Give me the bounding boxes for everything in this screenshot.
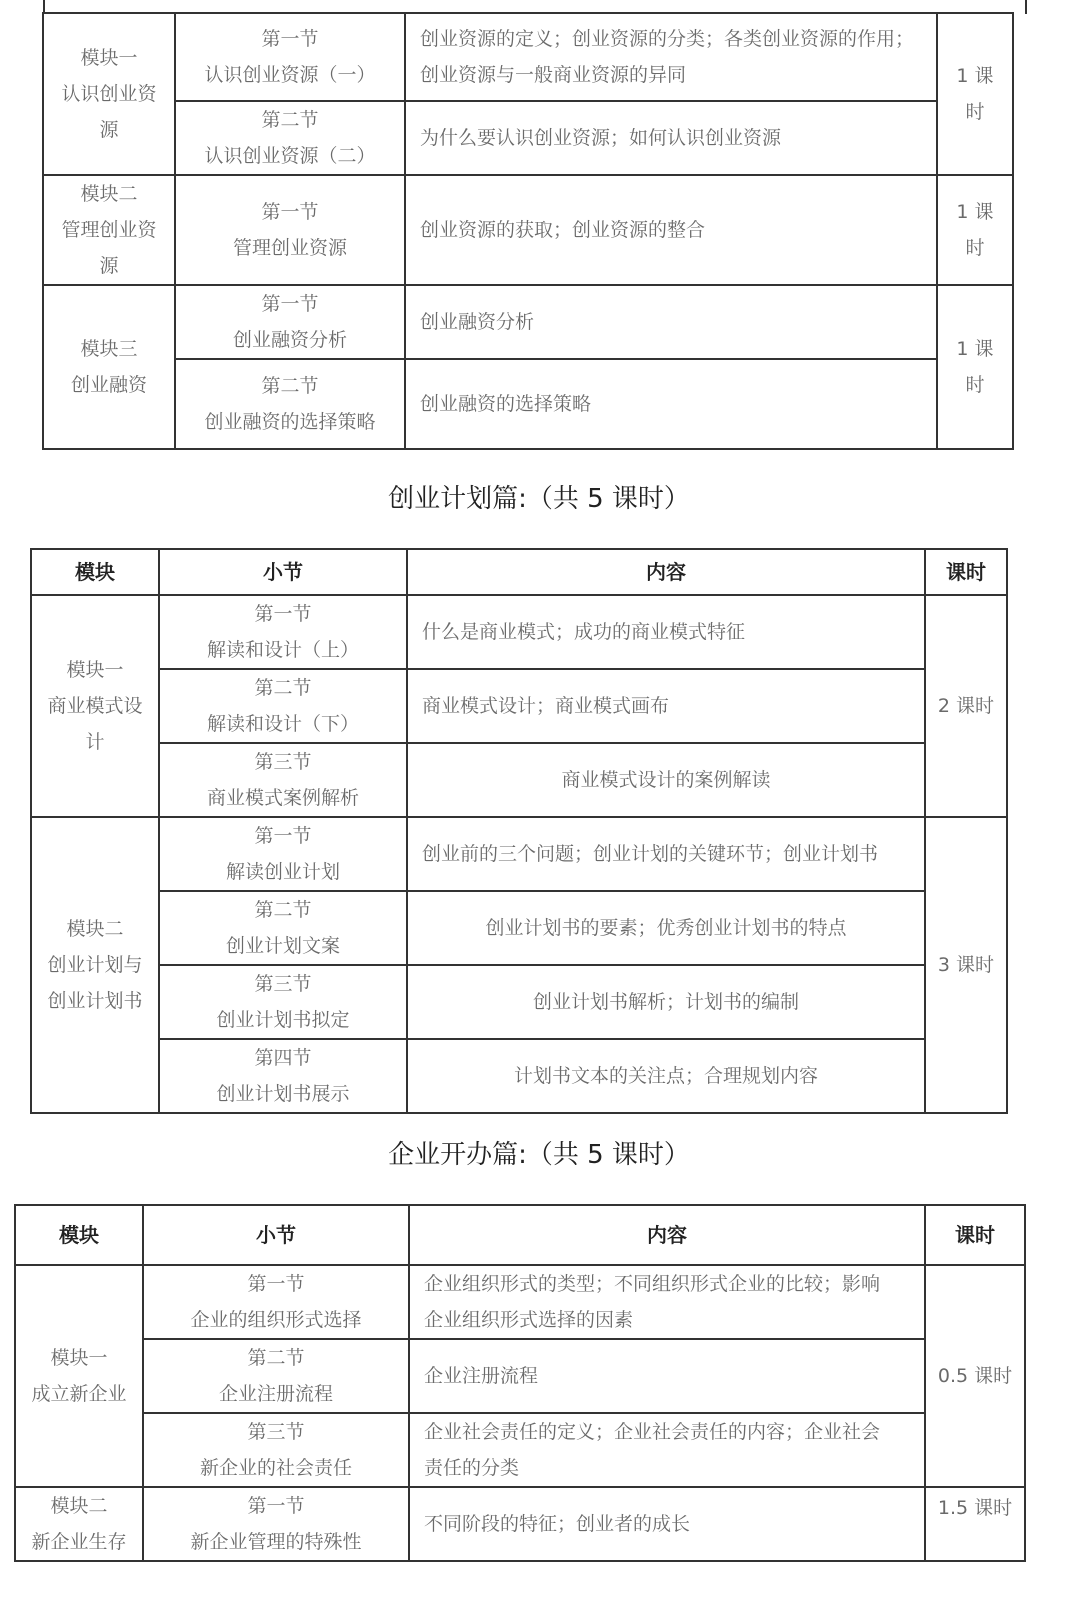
content-cell: 创业资源的定义；创业资源的分类；各类创业资源的作用； 创业资源与一般商业资源的异同 (405, 13, 937, 101)
section-cell: 第一节 新企业管理的特殊性 (143, 1487, 409, 1561)
section-cell: 第二节 企业注册流程 (143, 1339, 409, 1413)
company-setup-course-table (14, 1204, 1026, 1562)
content-cell: 为什么要认识创业资源；如何认识创业资源 (405, 101, 937, 175)
hours-cell: 1 课 时 (937, 13, 1013, 175)
header-module: 模块 (15, 1205, 143, 1265)
content-cell: 创业融资分析 (405, 285, 937, 359)
section-cell: 第一节 管理创业资源 (175, 175, 405, 285)
section-cell: 第二节 创业融资的选择策略 (175, 359, 405, 449)
section-cell: 第一节 解读创业计划 (159, 817, 407, 891)
header-hours: 课时 (925, 549, 1007, 595)
section-cell: 第四节 创业计划书展示 (159, 1039, 407, 1113)
section-heading: 企业开办篇:（共 5 课时） (388, 1140, 690, 1170)
header-section: 小节 (159, 549, 407, 595)
section-cell: 第一节 企业的组织形式选择 (143, 1265, 409, 1339)
content-cell: 企业社会责任的定义；企业社会责任的内容；企业社会 责任的分类 (409, 1413, 925, 1487)
content-cell: 企业注册流程 (409, 1339, 925, 1413)
section-cell: 第二节 创业计划文案 (159, 891, 407, 965)
business-plan-course-table (30, 548, 1008, 1114)
content-cell: 商业模式设计；商业模式画布 (407, 669, 925, 743)
section-cell: 第三节 商业模式案例解析 (159, 743, 407, 817)
section-cell: 第一节 解读和设计（上） (159, 595, 407, 669)
content-cell: 企业组织形式的类型；不同组织形式企业的比较；影响 企业组织形式选择的因素 (409, 1265, 925, 1339)
header-module: 模块 (31, 549, 159, 595)
module-cell: 模块二 创业计划与 创业计划书 (31, 817, 159, 1113)
header-content: 内容 (407, 549, 925, 595)
content-cell: 创业计划书的要素；优秀创业计划书的特点 (407, 891, 925, 965)
module-cell: 模块一 商业模式设 计 (31, 595, 159, 817)
content-cell: 创业资源的获取；创业资源的整合 (405, 175, 937, 285)
module-cell: 模块一 成立新企业 (15, 1265, 143, 1487)
hours-cell: 1.5 课时 (925, 1487, 1025, 1561)
section-cell: 第一节 创业融资分析 (175, 285, 405, 359)
content-cell: 不同阶段的特征；创业者的成长 (409, 1487, 925, 1561)
content-cell: 创业计划书解析；计划书的编制 (407, 965, 925, 1039)
content-cell: 创业前的三个问题；创业计划的关键环节；创业计划书 (407, 817, 925, 891)
resource-course-table (42, 12, 1014, 450)
header-hours: 课时 (925, 1205, 1025, 1265)
section-cell: 第二节 认识创业资源（二） (175, 101, 405, 175)
hours-cell: 3 课时 (925, 817, 1007, 1113)
module-cell: 模块二 管理创业资 源 (43, 175, 175, 285)
section-cell: 第一节 认识创业资源（一） (175, 13, 405, 101)
header-content: 内容 (409, 1205, 925, 1265)
content-cell: 创业融资的选择策略 (405, 359, 937, 449)
hours-cell: 1 课 时 (937, 175, 1013, 285)
module-cell: 模块二 新企业生存 (15, 1487, 143, 1561)
content-cell: 计划书文本的关注点；合理规划内容 (407, 1039, 925, 1113)
section-cell: 第三节 新企业的社会责任 (143, 1413, 409, 1487)
header-section: 小节 (143, 1205, 409, 1265)
section-cell: 第二节 解读和设计（下） (159, 669, 407, 743)
section-heading: 创业计划篇:（共 5 课时） (388, 484, 690, 514)
content-cell: 什么是商业模式；成功的商业模式特征 (407, 595, 925, 669)
hours-cell: 1 课 时 (937, 285, 1013, 449)
hours-cell: 2 课时 (925, 595, 1007, 817)
content-cell: 商业模式设计的案例解读 (407, 743, 925, 817)
module-cell: 模块一 认识创业资 源 (43, 13, 175, 175)
hours-cell: 0.5 课时 (925, 1265, 1025, 1487)
module-cell: 模块三 创业融资 (43, 285, 175, 449)
section-cell: 第三节 创业计划书拟定 (159, 965, 407, 1039)
